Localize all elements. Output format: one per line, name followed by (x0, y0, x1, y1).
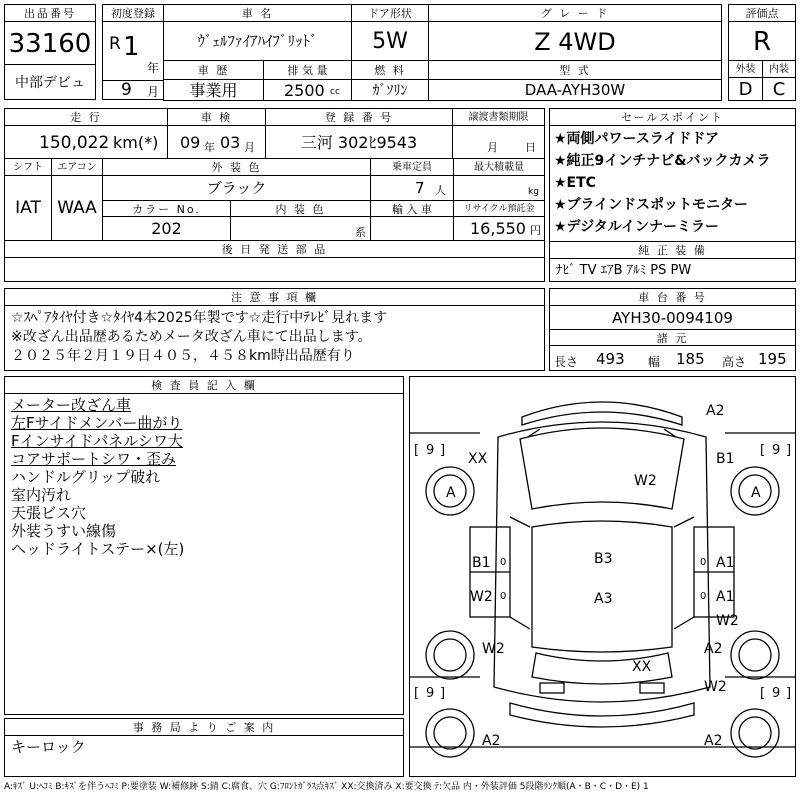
code-roof-rear: A3 (594, 591, 613, 607)
code-hood: W2 (634, 473, 657, 489)
inspector-label: 検 査 員 記 入 欄 (151, 379, 257, 392)
inspector-item: 天張ビス穴 (11, 504, 87, 522)
inspection-month: 03 (220, 133, 241, 152)
tread-bracket-close: ] (786, 686, 792, 701)
exterior-label: 外装 (735, 64, 756, 75)
shift-label: シフト (13, 162, 43, 173)
car-name-box (163, 21, 352, 61)
zero-mark: 0 (500, 591, 507, 602)
history-label: 車 歴 (197, 64, 230, 77)
car-name: ｳﾞｪﾙﾌｧｲｱﾊｲﾌﾞﾘｯﾄﾞ (197, 32, 318, 50)
first-reg-label-box (102, 4, 164, 22)
dims-box (549, 345, 796, 371)
model-box (428, 79, 722, 101)
office-box (4, 735, 404, 777)
selling-points-label-box (549, 108, 796, 126)
code-right-rear-lower: W2 (716, 613, 739, 629)
notes-label: 注 意 事 項 欄 (231, 291, 318, 304)
tread-bracket-close: ] (440, 443, 446, 458)
code-rear-gate: XX (632, 659, 652, 675)
colorno-label-box (102, 200, 231, 217)
plate-value: 三河 302ﾋ9543 (300, 133, 418, 152)
length-label: 長さ (554, 355, 579, 369)
inspection-label: 車 検 (200, 111, 233, 124)
first-reg-year: 1 (123, 32, 140, 62)
interior-color-box (230, 216, 371, 241)
colorno-box (102, 216, 231, 241)
recycle-label: リサイクル預託金 (463, 204, 535, 214)
interior-color-label-box (230, 200, 371, 217)
transfer-label: 譲渡書類期限 (468, 112, 529, 123)
aircon-value: WAA (57, 198, 97, 218)
debut-label: 中部デビュ (15, 75, 85, 91)
tread-bracket-close: ] (786, 443, 792, 458)
interior-grade-box (762, 77, 796, 101)
zero-mark: 0 (700, 591, 707, 602)
door-value: 5W (372, 29, 408, 54)
tread-bracket-open: [ (760, 686, 766, 701)
recycle-box (453, 216, 545, 241)
zero-mark: 0 (700, 557, 707, 568)
dims-label: 諸 元 (656, 332, 689, 345)
tread-rear-right: 9 (772, 686, 781, 701)
exterior-label-box (728, 60, 763, 78)
displacement-label: 排 気 量 (287, 64, 328, 77)
door-label: ドア形状 (368, 7, 412, 20)
length-value: 493 (596, 350, 625, 368)
code-left-rear-fender: W2 (482, 641, 505, 657)
office-label-box (4, 718, 404, 736)
code-front-bumper: A2 (706, 403, 725, 419)
note-line: ☆ｽﾍﾟｱﾀｲﾔ付き☆ﾀｲﾔ4本2025年製です☆走行中ﾃﾚﾋﾞ見れます (11, 310, 388, 326)
plate-label-box (265, 108, 453, 126)
exterior-grade-box (728, 77, 763, 101)
aircon-box (51, 175, 103, 241)
equipment-label-box (549, 241, 796, 259)
code-front-left-tire: A (446, 485, 456, 501)
code-left-rear-door: W2 (470, 589, 493, 605)
equipment-box (549, 258, 796, 282)
inspection-month-unit: 月 (244, 141, 255, 154)
capacity-value: 7 (415, 179, 425, 197)
height-value: 195 (758, 350, 787, 368)
import-label-box (370, 200, 454, 217)
color-box (102, 175, 371, 201)
model-label-box (428, 60, 722, 80)
note-line: ２０２５年２月１９日４０５，４５８km時出品歴有り (11, 348, 355, 364)
height-label: 高さ (722, 355, 747, 369)
import-label: 輸 入 車 (392, 203, 432, 216)
grade-label-box (428, 4, 722, 22)
code-front-right-fender: B1 (716, 451, 735, 467)
code-right-front-door: A1 (716, 555, 735, 571)
inspection-label-box (167, 108, 266, 126)
chassis-label: 車 台 番 号 (638, 291, 707, 304)
interior-grade: C (772, 79, 786, 100)
displacement-label-box (263, 60, 352, 80)
zero-mark: 0 (500, 557, 507, 568)
inspection-year: 09 (180, 133, 201, 152)
shift-label-box (4, 158, 52, 176)
inspector-item: メーター改ざん車 (11, 396, 132, 414)
first-reg-month: 9 (121, 80, 132, 100)
tread-front-left: 9 (426, 443, 435, 458)
interior-label: 内装 (769, 64, 789, 75)
selling-point: ★両側パワースライドドア (554, 131, 720, 147)
selling-point: ★デジタルインナーミラー (554, 219, 720, 235)
capacity-unit: 人 (435, 184, 446, 197)
office-label: 事 務 局 よ り ご 案 内 (132, 721, 276, 734)
note-line: ※改ざん出品歴あるためメータ改ざん車にて出品します。 (11, 329, 372, 345)
width-label: 幅 (648, 355, 661, 369)
later-parts-label-box (4, 240, 545, 258)
first-reg-era: R (109, 34, 121, 54)
code-front-left-fender: XX (468, 451, 488, 467)
recycle-value: 16,550 (470, 219, 526, 238)
transfer-label-box (452, 108, 545, 126)
interior-label-box (762, 60, 796, 78)
tread-bracket-close: ] (440, 686, 446, 701)
equipment-value: ﾅﾋﾞ TV ｴｱB ｱﾙﾐ PS PW (556, 263, 692, 278)
first-reg-month-box (102, 80, 164, 100)
selling-point: ★ETC (554, 175, 596, 191)
fuel-value: ｶﾞｿﾘﾝ (372, 83, 408, 99)
inspector-item: 室内汚れ (11, 486, 72, 504)
mileage-label-box (4, 108, 168, 126)
inspector-item: Fインサイドパネルシワ大 (11, 432, 183, 450)
inspector-box (4, 393, 404, 715)
dims-label-box (549, 329, 796, 346)
mileage-label: 走 行 (70, 111, 102, 124)
load-box (453, 175, 545, 201)
car-name-label: 車 名 (241, 7, 274, 20)
selling-point: ★ブラインドスポットモニター (554, 197, 748, 213)
legend-line: A:ｷｽﾞ U:ﾍｺﾐ B:ｷｽﾞを伴うﾍｺﾐ P:要塗装 W:補修跡 S:錆 C:腐食、穴 G:ﾌﾛﾝﾄｶﾞﾗｽ点ｷｽﾞ XX:交換済み X:要交換 ﾃ:欠品 内・外装評価 5段階ﾗﾝｸ順(A・B・C・D・E) 1 (4, 782, 649, 792)
width-value: 185 (676, 350, 705, 368)
later-parts-label: 後 日 発 送 部 品 (221, 243, 328, 256)
door-box (351, 21, 429, 61)
shift-value: IAT (15, 198, 41, 218)
recycle-unit: 円 (530, 224, 541, 237)
load-label: 最大積載量 (474, 162, 524, 173)
code-roof: B3 (594, 551, 613, 567)
displacement-unit: cc (330, 87, 340, 97)
model-value: DAA-AYH30W (524, 81, 626, 99)
import-box (370, 216, 454, 241)
plate-label: 登 録 番 号 (324, 111, 394, 124)
inspection-year-unit: 年 (204, 141, 215, 154)
score-label-box (728, 4, 796, 22)
selling-points-label: セールスポイント (620, 111, 724, 124)
tread-bracket-open: [ (414, 443, 420, 458)
selling-points-box (549, 125, 796, 242)
colorno-value: 202 (151, 219, 182, 238)
lot-number: 33160 (8, 29, 92, 59)
chassis-box (549, 305, 796, 330)
inspector-item: 左Fサイドメンバー曲がり (11, 414, 183, 432)
grade-value: Z 4WD (534, 28, 616, 56)
inspector-item: ヘッドライトステー×(左) (11, 540, 185, 558)
lot-label-box (4, 4, 96, 22)
selling-point: ★純正9インチナビ&バックカメラ (554, 153, 771, 169)
inspector-item: 外装うすい線傷 (11, 522, 117, 540)
code-rear-left-bumper: A2 (482, 733, 501, 749)
displacement-box (263, 79, 352, 101)
colorno-label: カラー No. (132, 203, 201, 216)
load-label-box (453, 158, 545, 176)
history-label-box (163, 60, 264, 80)
office-value: キーロック (11, 738, 86, 756)
code-rear-right-bumper: A2 (704, 733, 723, 749)
year-unit: 年 (147, 61, 160, 75)
history-value: 事業用 (189, 81, 238, 100)
grade-label: グ レ ー ド (540, 7, 610, 20)
interior-color-label: 内 装 色 (275, 203, 326, 216)
inspector-item: ハンドルグリップ破れ (11, 468, 161, 486)
door-label-box (351, 4, 429, 22)
code-front-right-tire: A (751, 485, 761, 501)
inspection-box (167, 125, 266, 159)
score-label: 評価点 (745, 7, 779, 20)
later-parts-box (4, 257, 545, 282)
fuel-label: 燃 料 (374, 64, 406, 77)
recycle-label-box (453, 200, 545, 217)
car-diagram-box (409, 376, 796, 777)
grade-box (428, 21, 722, 61)
fuel-box (351, 79, 429, 101)
code-left-front-door: B1 (472, 555, 491, 571)
inspector-label-box (4, 376, 404, 394)
code-right-rear-fender: A2 (704, 641, 723, 657)
aircon-label: エアコン (57, 162, 97, 173)
car-name-label-box (163, 4, 352, 22)
tread-bracket-open: [ (760, 443, 766, 458)
transfer-day-unit: 日 (525, 141, 536, 154)
first-reg-box (102, 21, 164, 81)
plate-box (265, 125, 453, 159)
aircon-label-box (51, 158, 103, 176)
car-diagram (410, 377, 795, 776)
load-unit: kg (528, 187, 539, 197)
transfer-box (452, 125, 545, 159)
tread-bracket-open: [ (414, 686, 420, 701)
first-reg-label: 初度登録 (111, 7, 155, 20)
color-label-box (102, 158, 371, 176)
interior-color-suffix: 系 (355, 226, 366, 239)
score-value: R (752, 27, 772, 57)
chassis-value: AYH30-0094109 (612, 309, 733, 327)
debut-box (4, 64, 96, 100)
chassis-label-box (549, 288, 796, 306)
mileage-unit: km(*) (113, 133, 159, 152)
mileage-box (4, 125, 168, 159)
month-unit: 月 (147, 85, 160, 99)
color-value: ブラック (206, 179, 267, 197)
history-box (163, 79, 264, 101)
tread-front-right: 9 (772, 443, 781, 458)
shift-box (4, 175, 52, 241)
notes-box (4, 305, 545, 371)
equipment-label: 純 正 装 備 (638, 244, 707, 257)
exterior-grade: D (738, 79, 753, 100)
notes-label-box (4, 288, 545, 306)
inspector-item: コアサポートシワ・歪み (11, 450, 177, 468)
lot-label: 出品番号 (24, 7, 76, 20)
capacity-label: 乗車定員 (392, 162, 432, 173)
transfer-month-unit: 月 (487, 141, 498, 154)
capacity-label-box (370, 158, 454, 176)
score-box (728, 21, 796, 61)
code-right-rear-door: A1 (716, 589, 735, 605)
fuel-label-box (351, 60, 429, 80)
color-label: 外 装 色 (211, 161, 262, 174)
model-label: 型 式 (559, 64, 591, 77)
displacement-value: 2500 (284, 81, 325, 100)
tread-rear-left: 9 (426, 686, 435, 701)
code-rear-right-lower: W2 (704, 679, 727, 695)
lot-number-box (4, 21, 96, 65)
mileage-value: 150,022 (39, 133, 110, 153)
capacity-box (370, 175, 454, 201)
